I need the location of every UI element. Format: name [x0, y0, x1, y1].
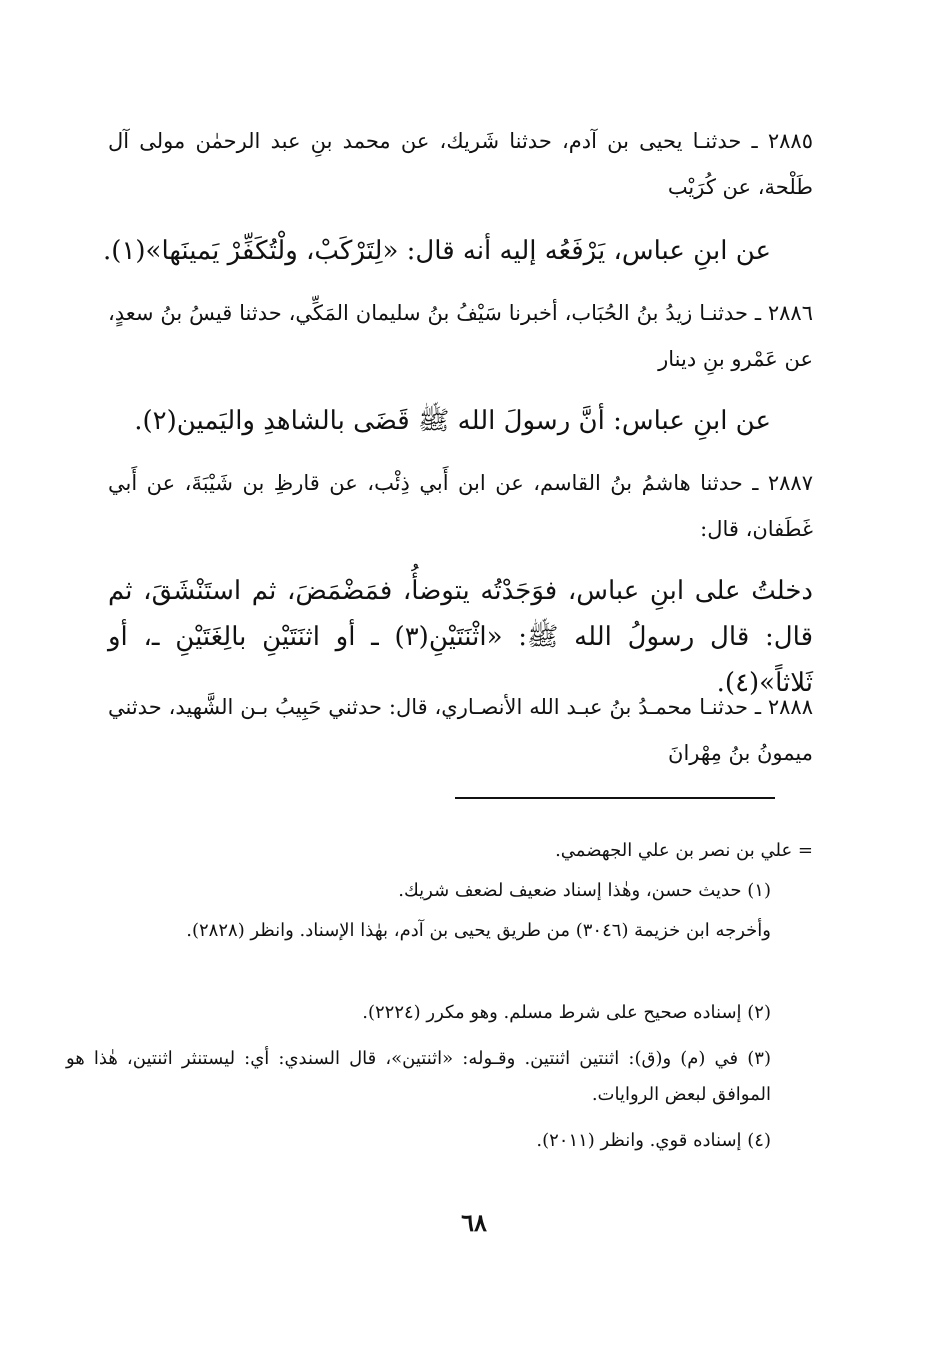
- hadith-2886-header: ٢٨٨٦ ـ حدثنـا زيدُ بنُ الحُبَاب، أخبرنا سَيْفُ بنُ سليمان المَكِّي، حدثنا قيسُ بنُ سعدٍ، عن عَمْرو بنِ دينار: [108, 301, 813, 371]
- footnote-separator: [455, 797, 775, 799]
- hadith-2887-matn: دخلتُ على ابنِ عباس، فوَجَدْتُه يتوضأُ، فمَضْمَضَ، ثم استَنْشَقَ، ثم قال: قال رسولُ الله ﷺ: «اثْنَتَيْنِ(٣) ـ أو اثنَتَيْنِ بالِغَتَيْنِ ـ، أو ثَلاثاً»(٤).: [108, 576, 814, 698]
- footnote-1-continued: وأخرجه ابن خزيمة (٣٠٤٦) من طريق يحيى بن آدم، بهٰذا الإسناد. وانظر (٢٨٢٨).: [186, 920, 771, 941]
- hadith-2885-header: ٢٨٨٥ ـ حدثنـا يحيى بن آدم، حدثنا شَريك، عن محمد بنِ عبد الرحمٰن مولى آل طَلْحة، عن كُرَيْب: [108, 129, 813, 199]
- hadith-2888-header: ٢٨٨٨ ـ حدثنـا محمـدُ بنُ عبـد الله الأنصـاري، قال: حدثني حَبِيبُ بـن الشَّهيد، حدثني ميمونُ بنُ مِهْرانَ: [108, 695, 813, 765]
- hadith-2886-matn: عن ابنِ عباس: أنَّ رسولَ الله ﷺ قَضَى بالشاهدِ واليَمين(٢).: [134, 406, 771, 436]
- footnote-4: (٤) إسناده قوي. وانظر (٢٠١١).: [536, 1130, 771, 1151]
- page-number: ٦٨: [461, 1208, 487, 1237]
- footnote-continuation: = علي بن نصر بن علي الجهضمي.: [555, 840, 813, 861]
- footnote-2: (٢) إسناده صحيح على شرط مسلم. وهو مكرر (٢٢٢٤).: [362, 1002, 771, 1023]
- footnote-3: (٣) في (م) و(ق): اثنتين اثنتين. وقـوله: «اثنتين»، قال السندي: أي: ليستنثر اثنتين، هٰذا هو الموافق لبعض الروايات.: [66, 1048, 771, 1105]
- hadith-2887-header: ٢٨٨٧ ـ حدثنا هاشمُ بنُ القاسم، عن ابن أَبي ذِئْب، عن قارظِ بن شَيْبَةَ، عن أَبي غَطَفان، قال:: [108, 471, 813, 541]
- footnote-1: (١) حديث حسن، وهٰذا إسناد ضعيف لضعف شريك.: [398, 880, 771, 901]
- hadith-2885-matn: عن ابنِ عباس، يَرْفَعُه إليه أنه قال: «لِتَرْكَبْ، ولْتُكَفِّرْ يَمينَها»(١).: [103, 236, 771, 266]
